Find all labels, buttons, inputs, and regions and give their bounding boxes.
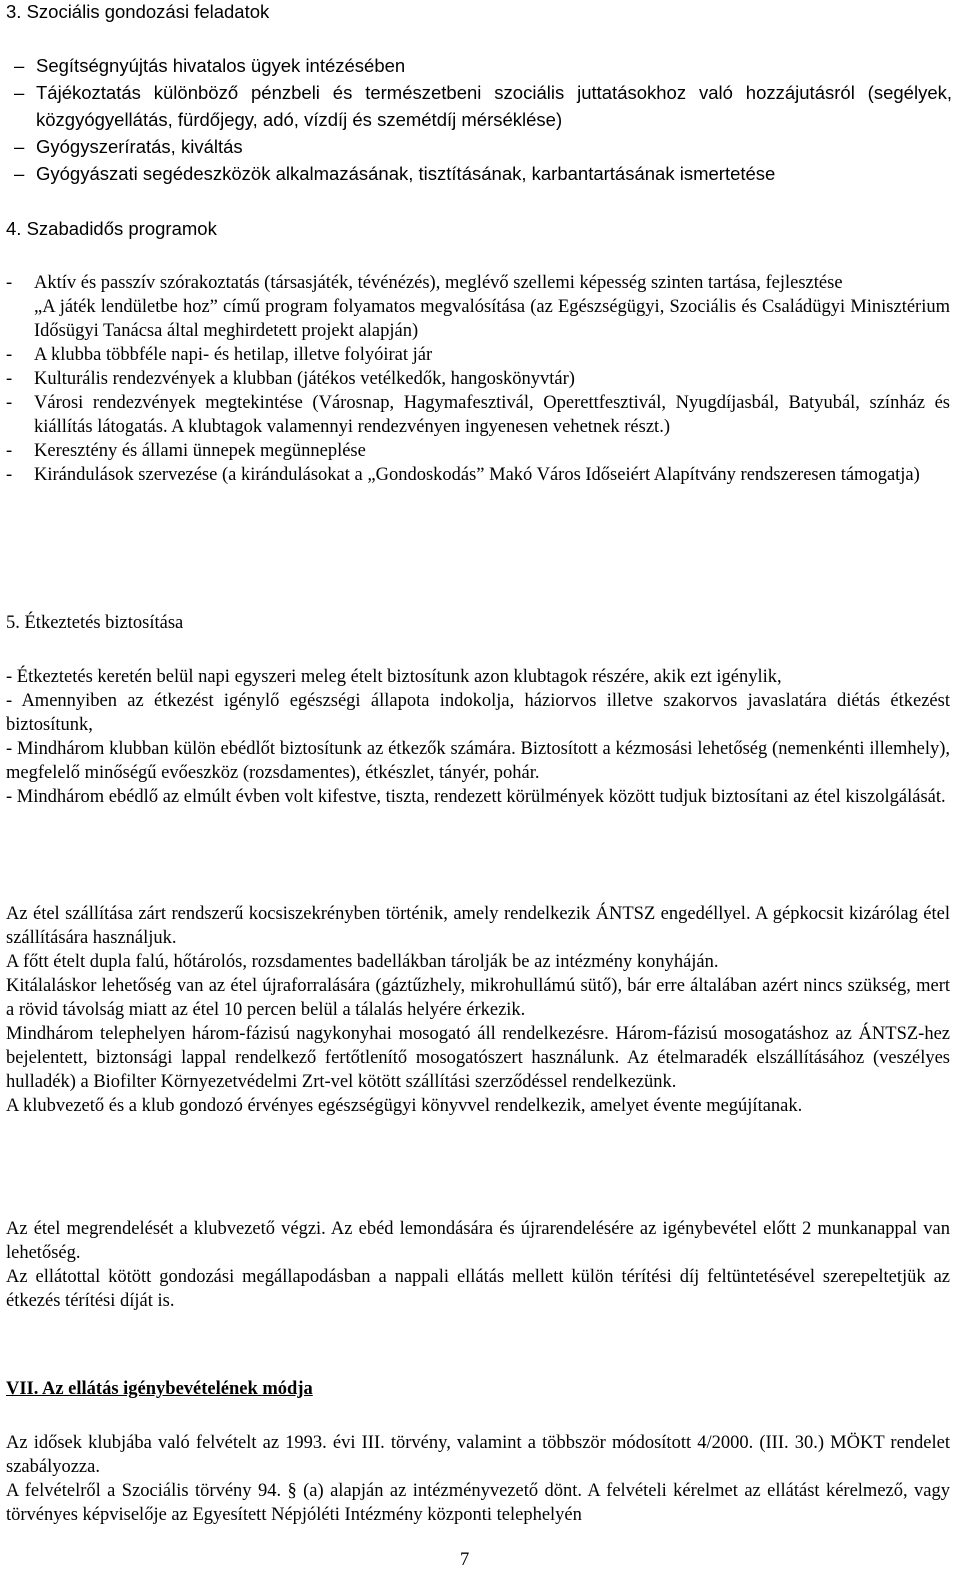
- list-item-text: Kirándulások szervezése (a kirándulásokat a „Gondoskodás” Makó Város Időseiért Alapítvány rendszeresen támogatja): [34, 465, 920, 485]
- paragraph: - Étkeztetés keretén belül napi egyszeri meleg ételt biztosítunk azon klubtagok részére, akik ezt igénylik,: [6, 667, 782, 687]
- list-item-text: Városi rendezvények megtekintése (Városnap, Hagymafesztivál, Operettfesztivál, Nyugdíjasbál, Batyubál, színház és kiállítás látogatás. A klubtagok valamennyi rendezvényen ingyenesen vehetnek részt.): [34, 393, 950, 437]
- list-item-text: Segítségnyújtás hivatalos ügyek intézésében: [36, 55, 406, 76]
- list-item-text: Kulturális rendezvények a klubban (játékos vetélkedők, hangoskönyvtár): [34, 369, 575, 389]
- paragraph: Az ellátottal kötött gondozási megállapodásban a nappali ellátás mellett külön térítési díj feltüntetésével szerepeltetjük az étkezés térítési díját is.: [6, 1267, 950, 1311]
- section-5-dash-paragraphs: [6, 665, 950, 809]
- list-item-text: A klubba többféle napi- és hetilap, illetve folyóirat jár: [34, 345, 433, 365]
- paragraph: - Mindhárom ebédlő az elmúlt évben volt kifestve, tiszta, rendezett körülmények között tudjuk biztosítani az étel kiszolgálását.: [6, 787, 946, 807]
- dash-bullet: –: [14, 136, 25, 157]
- section-3-title: 3. Szociális gondozási feladatok: [6, 1, 270, 22]
- list-item: [14, 160, 952, 187]
- section-5-transport-paragraphs: [6, 902, 950, 1118]
- paragraph: Kitálaláskor lehetőség van az étel újraforralására (gáztűzhely, mikrohullámú sütő), bár erre általában azért nincs szükség, mert a rövid távolság miatt az étel 10 percen belül a tálalás helyére érkezik.: [6, 976, 950, 1020]
- hyphen-bullet: -: [6, 441, 13, 461]
- hyphen-bullet: -: [6, 345, 13, 365]
- list-item: [14, 52, 952, 79]
- list-item: [14, 79, 952, 133]
- list-item: [14, 133, 952, 160]
- hyphen-bullet: -: [6, 369, 13, 389]
- chapter-7-paragraphs: [6, 1431, 950, 1527]
- section-5-order-paragraphs: [6, 1217, 950, 1313]
- list-item: [6, 463, 950, 487]
- section-4-title: 4. Szabadidős programok: [6, 218, 217, 239]
- page-number: 7: [460, 1550, 470, 1570]
- paragraph: Az idősek klubjába való felvételt az 1993. évi III. törvény, valamint a többször módosított 4/2000. (III. 30.) MÖKT rendelet szabályozza.: [6, 1433, 950, 1477]
- list-item: [6, 439, 950, 463]
- paragraph: A klubvezető és a klub gondozó érvényes egészségügyi könyvvel rendelkezik, amelyet évente megújítanak.: [6, 1096, 803, 1116]
- section-3-list: [14, 52, 952, 187]
- hyphen-bullet: -: [6, 465, 13, 485]
- paragraph: - Mindhárom klubban külön ebédlőt biztosítunk az étkezők számára. Biztosított a kézmosási lehetőség (nemenkénti illemhely), megfelelő minőségű evőeszköz (rozsdamentes), étkészlet, tányér, pohár.: [6, 739, 950, 783]
- chapter-title: VII. Az ellátás igénybevételének módja: [6, 1379, 313, 1399]
- paragraph: Az étel megrendelését a klubvezető végzi. Az ebéd lemondására és újrarendelésére az igénybevétel előtt 2 munkanappal van lehetőség.: [6, 1219, 950, 1263]
- section-4-list: [6, 271, 950, 487]
- list-item: [6, 391, 950, 439]
- program-paragraph: „A játék lendületbe hoz” című program folyamatos megvalósítása (az Egészségügyi, Szociális és Családügyi Minisztérium Idősügyi Tanácsa által meghirdetett projekt alapján): [34, 297, 950, 341]
- list-item: [6, 271, 950, 295]
- list-item-text: Aktív és passzív szórakoztatás (társasjáték, tévénézés), meglévő szellemi képesség szinten tartása, fejlesztése: [34, 273, 843, 293]
- section-5-title: 5. Étkeztetés biztosítása: [6, 613, 184, 633]
- dash-bullet: –: [14, 163, 25, 184]
- list-item: [6, 343, 950, 367]
- list-item-text: Gyógyszeríratás, kiváltás: [36, 136, 243, 157]
- paragraph: Mindhárom telephelyen három-fázisú nagykonyhai mosogató áll rendelkezésre. Három-fázisú mosogatáshoz az ÁNTSZ-hez bejelentett, biztonsági lappal rendelkező fertőtlenítő mosogatószert használunk. Az ételmaradék elszállításához (veszélyes hulladék) a Biofilter Környezetvédelmi Zrt-vel kötött szállítási szerződéssel rendelkezünk.: [6, 1024, 950, 1092]
- list-item-text: Gyógyászati segédeszközök alkalmazásának, tisztításának, karbantartásának ismertetése: [36, 163, 776, 184]
- hyphen-bullet: -: [6, 273, 13, 293]
- paragraph: Az étel szállítása zárt rendszerű kocsiszekrényben történik, amely rendelkezik ÁNTSZ engedéllyel. A gépkocsit kizárólag étel szállítására használjuk.: [6, 904, 950, 948]
- list-item: [6, 367, 950, 391]
- hyphen-bullet: -: [6, 393, 13, 413]
- list-item-text: Tájékoztatás különböző pénzbeli és természetbeni szociális juttatásokhoz való hozzájutásról (segélyek, közgyógyellátás, fürdőjegy, adó, vízdíj és szemétdíj mérséklése): [36, 82, 952, 130]
- paragraph: A felvételről a Szociális törvény 94. § (a) alapján az intézményvezető dönt. A felvételi kérelmet az ellátást kérelmező, vagy törvényes képviselője az Egyesített Népjóléti Intézmény központi telephelyén: [6, 1481, 950, 1525]
- paragraph: A főtt ételt dupla falú, hőtárolós, rozsdamentes badellákban tárolják be az intézmény konyháján.: [6, 952, 719, 972]
- dash-bullet: –: [14, 82, 25, 103]
- list-item-text: Keresztény és állami ünnepek megünneplése: [34, 441, 366, 461]
- paragraph: - Amennyiben az étkezést igénylő egészségi állapota indokolja, háziorvos illetve szakorvos javaslatára diétás étkezést biztosítunk,: [6, 691, 950, 735]
- dash-bullet: –: [14, 55, 25, 76]
